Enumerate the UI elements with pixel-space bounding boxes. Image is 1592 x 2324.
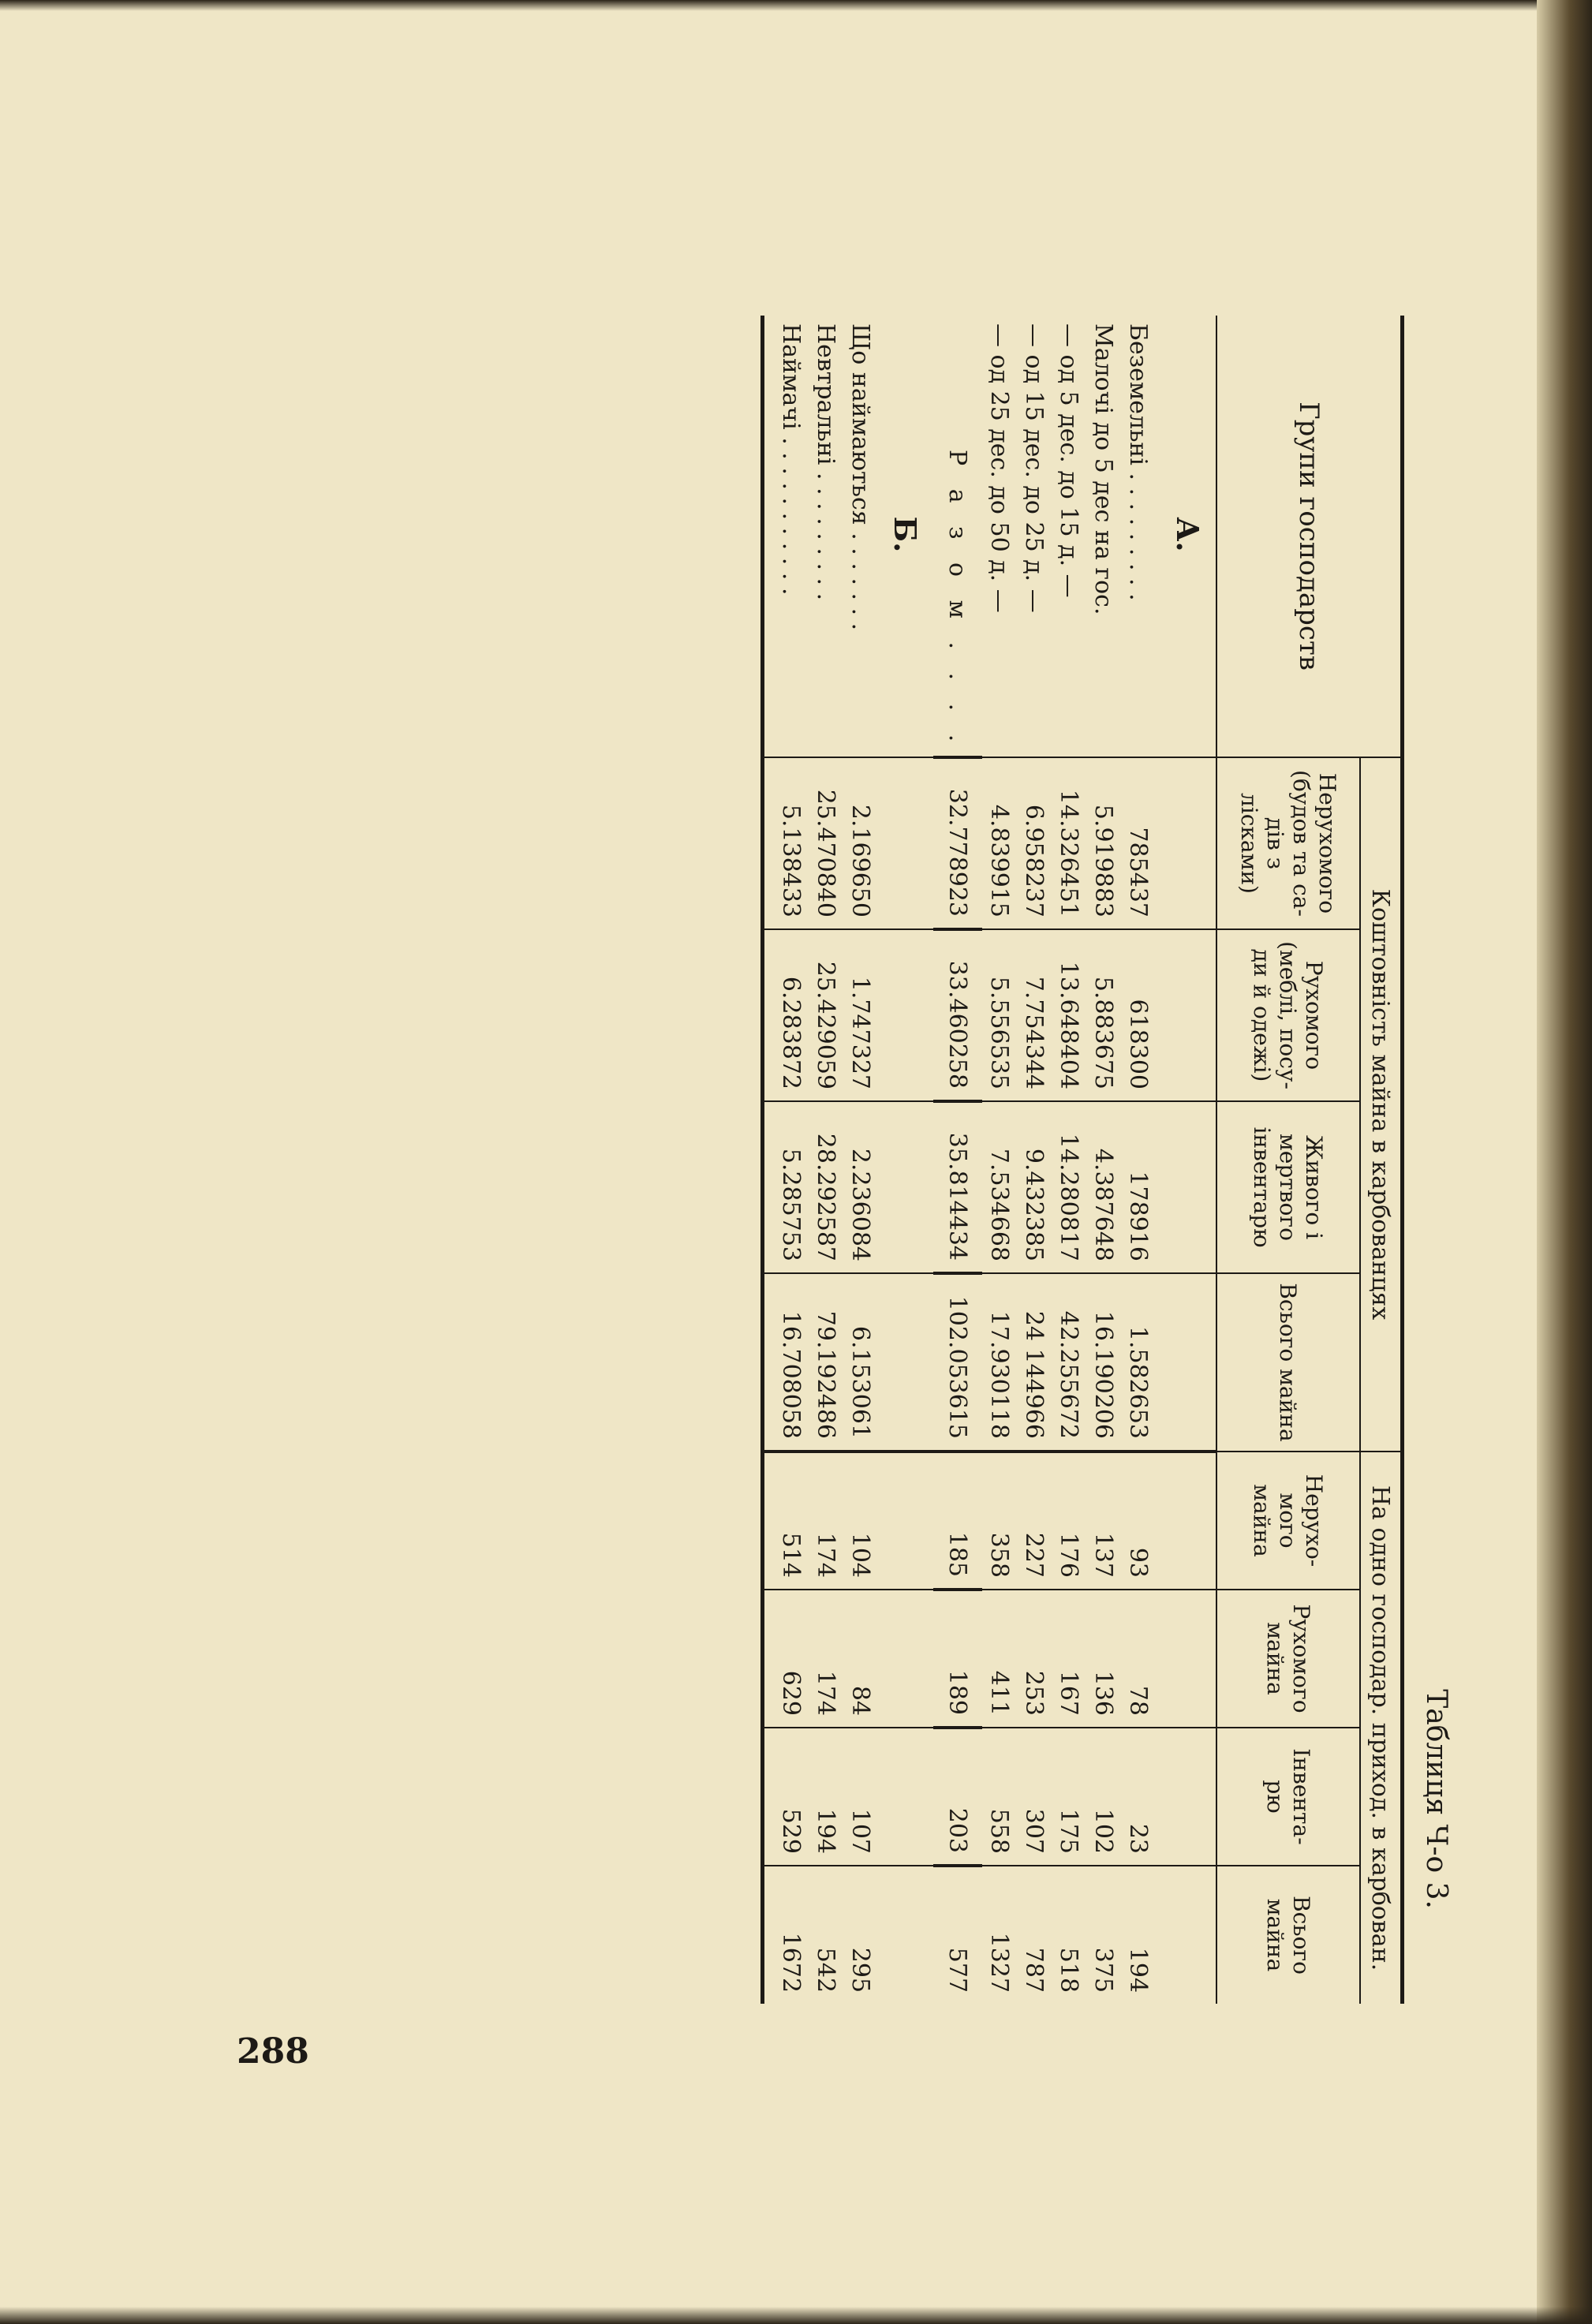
cell-value: 79.192486 <box>809 1273 843 1452</box>
table-row <box>1121 316 1160 2004</box>
cell-value: 5.883675 <box>1086 929 1121 1101</box>
col-header-per-farm-immovable: Нерухо-мого майна <box>1216 1452 1360 1590</box>
cell-value: 174 <box>809 1590 843 1728</box>
total-value: 102.053615 <box>933 1273 982 1452</box>
cell-value: 194 <box>1121 1866 1160 2004</box>
cell-value: 6.153061 <box>843 1273 878 1452</box>
cell-value: 4.839915 <box>982 757 1017 929</box>
cell-value: 14.280817 <box>1052 1101 1086 1273</box>
table-caption: Таблиця Ч-о 3. <box>1420 1689 1452 1909</box>
cell-value: 5.556535 <box>982 929 1017 1101</box>
cell-value: 25.470840 <box>809 757 843 929</box>
row-label: Наймачі . . . . . . . . . . . <box>777 323 805 596</box>
row-label: — од 25 дес. до 50 д. — <box>985 323 1014 613</box>
cell-value: 1.582653 <box>1121 1273 1160 1452</box>
cell-value: 7.534668 <box>982 1101 1017 1273</box>
col-header-movable: Рухомого (меблі, посу-ди й одежі) <box>1216 929 1360 1101</box>
cell-value: 194 <box>809 1728 843 1866</box>
cell-value: 227 <box>1017 1452 1052 1590</box>
cell-value: 28.292587 <box>809 1101 843 1273</box>
cell-value: 16.190206 <box>1086 1273 1121 1452</box>
cell-value: 514 <box>774 1452 809 1590</box>
cell-value: 137 <box>1086 1452 1121 1590</box>
row-label: Беземельні . . . . . . . . . <box>1124 323 1153 601</box>
cell-value: 307 <box>1017 1728 1052 1866</box>
cell-value: 618300 <box>1121 929 1160 1101</box>
table-row <box>843 316 878 2004</box>
cell-value: 411 <box>982 1590 1017 1728</box>
cell-value: 253 <box>1017 1590 1052 1728</box>
cell-value: 2.169650 <box>843 757 878 929</box>
cell-value: 167 <box>1052 1590 1086 1728</box>
total-row <box>933 316 982 2004</box>
cell-value: 107 <box>843 1728 878 1866</box>
cell-value: 17.930118 <box>982 1273 1017 1452</box>
cell-value: 23 <box>1121 1728 1160 1866</box>
cell-value: 2.236084 <box>843 1101 878 1273</box>
total-value: 203 <box>933 1728 982 1866</box>
cell-value: 24 144966 <box>1017 1273 1052 1452</box>
cell-value: 1.747327 <box>843 929 878 1101</box>
cell-value: 14.326451 <box>1052 757 1086 929</box>
cell-value: 785437 <box>1121 757 1160 929</box>
cell-value: 542 <box>809 1866 843 2004</box>
table-row <box>1086 316 1121 2004</box>
cell-value: 102 <box>1086 1728 1121 1866</box>
cell-value: 84 <box>843 1590 878 1728</box>
cell-value: 174 <box>809 1452 843 1590</box>
cell-value: 136 <box>1086 1590 1121 1728</box>
total-value: 32.778923 <box>933 757 982 929</box>
row-label: — од 15 дес. до 25 д. — <box>1020 323 1048 613</box>
cell-value: 787 <box>1017 1866 1052 2004</box>
rotated-table-block <box>323 316 1467 2004</box>
cell-value: 629 <box>774 1590 809 1728</box>
per-farm-header: На одно господар. приход. в карбован. <box>1360 1452 1403 2004</box>
cell-value: 1327 <box>982 1866 1017 2004</box>
cell-value: 5.285753 <box>774 1101 809 1273</box>
cell-value: 78 <box>1121 1590 1160 1728</box>
cell-value: 42.255672 <box>1052 1273 1086 1452</box>
cell-value: 6.958237 <box>1017 757 1052 929</box>
group-header: Групи господарств <box>1216 316 1403 757</box>
row-label: Малочі до 5 дес на гос. <box>1089 323 1118 615</box>
cell-value: 25.429059 <box>809 929 843 1101</box>
section-a-label: А. <box>1170 517 1206 552</box>
col-header-immovable: Нерухомого (будов та са-дів з лісками) <box>1216 757 1360 929</box>
cell-value: 358 <box>982 1452 1017 1590</box>
row-label: Що наймаються . . . . . . . <box>846 323 875 631</box>
cell-value: 5.919883 <box>1086 757 1121 929</box>
cell-value: 178916 <box>1121 1101 1160 1273</box>
cell-value: 93 <box>1121 1452 1160 1590</box>
table-row <box>774 316 809 2004</box>
cell-value: 176 <box>1052 1452 1086 1590</box>
cell-value: 1672 <box>774 1866 809 2004</box>
total-label: Р а з о м . . . . <box>944 450 972 750</box>
col-header-per-farm-movable: Рухомого майна <box>1216 1590 1360 1728</box>
property-value-table <box>760 316 1404 2004</box>
cell-value: 13.648404 <box>1052 929 1086 1101</box>
cell-value: 375 <box>1086 1866 1121 2004</box>
table-row <box>1017 316 1052 2004</box>
col-header-per-farm-inventory: Інвента-рю <box>1216 1728 1360 1866</box>
cell-value: 9.432385 <box>1017 1101 1052 1273</box>
page-number: 288 <box>237 2031 309 2072</box>
table-row <box>1052 316 1086 2004</box>
cell-value: 175 <box>1052 1728 1086 1866</box>
table-row <box>982 316 1017 2004</box>
page-edge-bottom <box>0 2307 1592 2324</box>
col-header-total: Всього майна <box>1216 1273 1360 1452</box>
cell-value: 4.387648 <box>1086 1101 1121 1273</box>
total-value: 577 <box>933 1866 982 2004</box>
row-label: — од 5 дес. до 15 д. — <box>1055 323 1083 598</box>
cell-value: 518 <box>1052 1866 1086 2004</box>
cell-value: 16.708058 <box>774 1273 809 1452</box>
total-value: 185 <box>933 1452 982 1590</box>
section-b-label: Б. <box>888 516 924 553</box>
cell-value: 6.283872 <box>774 929 809 1101</box>
total-value: 33.460258 <box>933 929 982 1101</box>
cell-value: 104 <box>843 1452 878 1590</box>
value-header: Коштовність майна в карбованцях <box>1360 757 1403 1452</box>
col-header-inventory: Живого і мертвого інвентарю <box>1216 1101 1360 1273</box>
cell-value: 7.754344 <box>1017 929 1052 1101</box>
cell-value: 529 <box>774 1728 809 1866</box>
page-edge-top <box>0 0 1592 11</box>
cell-value: 558 <box>982 1728 1017 1866</box>
row-label: Невтральні . . . . . . . . . <box>812 323 840 601</box>
total-value: 35.814434 <box>933 1101 982 1273</box>
book-spine-shadow <box>1537 0 1592 2324</box>
total-value: 189 <box>933 1590 982 1728</box>
cell-value: 5.138433 <box>774 757 809 929</box>
table-row <box>809 316 843 2004</box>
cell-value: 295 <box>843 1866 878 2004</box>
col-header-per-farm-total: Всього майна <box>1216 1866 1360 2004</box>
